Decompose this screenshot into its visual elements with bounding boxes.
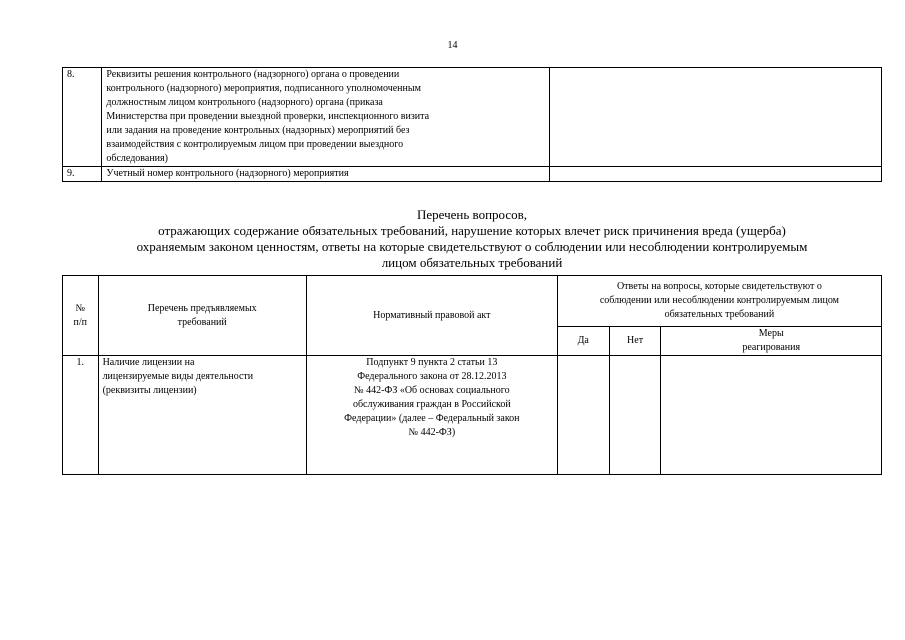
header-line: №	[75, 302, 86, 314]
header-line: соблюдении или несоблюдении контролируемым лицом	[599, 295, 839, 306]
title-line: Перечень вопросов,	[416, 207, 528, 222]
header-line: Ответы на вопросы, которые свидетельствуют о	[616, 281, 822, 292]
header-yes: Да	[557, 327, 609, 356]
answer-no-cell[interactable]	[609, 356, 661, 475]
text-line: Федерального закона от 28.12.2013	[357, 371, 507, 382]
text-line: Реквизиты решения контрольного (надзорного) органа о проведении	[106, 69, 400, 80]
header-line: Меры	[758, 328, 784, 339]
header-line: обязательных требований	[664, 309, 775, 320]
row-number: 1.	[63, 356, 99, 475]
header-line: требований	[177, 316, 227, 328]
requirements-checklist-table	[62, 275, 882, 475]
text-line: Подпункт 9 пункта 2 статьи 13	[366, 357, 498, 368]
checklist-details-table	[62, 67, 882, 182]
table-row	[63, 167, 882, 182]
text-line: должностным лицом контрольного (надзорного) органа (приказа	[106, 97, 383, 108]
answer-yes-cell[interactable]	[557, 356, 609, 475]
row-description	[102, 68, 549, 167]
header-answers	[557, 276, 881, 327]
text-line: лицензируемые виды деятельности	[102, 371, 254, 382]
title-line: отражающих содержание обязательных требований, нарушение которых влечет риск причинения вреда (ущерба)	[158, 223, 786, 238]
table-row	[63, 356, 882, 475]
row-requirement	[98, 356, 306, 475]
text-line: № 442-ФЗ «Об основах социального	[354, 385, 510, 396]
text-line: Учетный номер контрольного (надзорного) мероприятия	[106, 168, 349, 179]
header-number	[63, 276, 99, 356]
row-number: 8.	[63, 68, 102, 167]
text-line: Министерства при проведении выездной проверки, инспекционного визита	[106, 111, 430, 122]
row-number: 9.	[63, 167, 102, 182]
text-line: или задания на проведение контрольных (надзорных) мероприятий без	[106, 125, 410, 136]
text-line: взаимодействия с контролируемым лицом при проведении выездного	[106, 139, 404, 150]
text-line: обслуживания граждан в Российской	[352, 399, 511, 410]
header-measures	[661, 327, 882, 356]
measures-cell[interactable]	[661, 356, 882, 475]
page-number: 14	[447, 40, 458, 51]
row-legal-act	[306, 356, 557, 475]
header-requirements	[98, 276, 306, 356]
header-line: Перечень предъявляемых	[147, 302, 257, 314]
text-line: контрольного (надзорного) мероприятия, подписанного уполномоченным	[106, 83, 421, 94]
header-row	[63, 276, 882, 327]
answer-cell[interactable]	[549, 167, 881, 182]
section-title	[62, 207, 882, 271]
title-line: лицом обязательных требований	[381, 255, 563, 270]
text-line: № 442-ФЗ)	[408, 427, 456, 438]
header-legal-act: Нормативный правовой акт	[306, 276, 557, 356]
answer-cell[interactable]	[549, 68, 881, 167]
text-line: Наличие лицензии на	[102, 357, 195, 368]
text-line: обследования)	[106, 153, 168, 164]
title-line: охраняемым законом ценностям, ответы на которые свидетельствуют о соблюдении или несоблюдении контролируемым	[136, 239, 808, 254]
row-description	[102, 167, 549, 182]
text-line: Федерации» (далее – Федеральный закон	[344, 413, 520, 424]
table-row	[63, 68, 882, 167]
text-line: (реквизиты лицензии)	[102, 385, 197, 396]
header-line: п/п	[73, 316, 88, 328]
header-line: реагирования	[742, 342, 801, 353]
header-no: Нет	[609, 327, 661, 356]
